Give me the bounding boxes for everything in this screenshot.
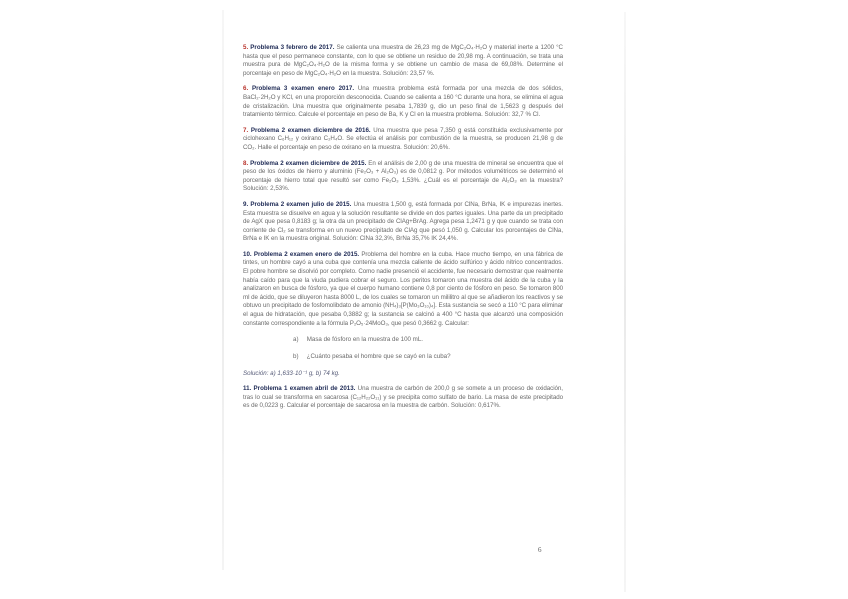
problem-number: 7.	[243, 126, 249, 134]
subquestion-list	[243, 335, 563, 361]
problem-heading: Problema 2 examen diciembre de 2015.	[250, 159, 367, 167]
problem-9	[243, 201, 563, 244]
problem-heading: Problema 2 examen enero de 2015.	[253, 250, 360, 258]
problem-10	[243, 251, 563, 328]
subquestion-text: ¿Cuánto pesaba el hombre que se cayó en la cuba?	[306, 353, 451, 361]
page-number: 6	[538, 546, 542, 554]
subquestion-letter: b)	[293, 353, 299, 361]
problem-10-solution: Solución: a) 1,633·10⁻¹ g, b) 74 kg.	[243, 370, 340, 378]
subquestion-b	[243, 352, 563, 361]
problem-heading: Problema 3 febrero de 2017.	[250, 44, 335, 51]
problem-heading: Problema 3 examen enero 2017.	[251, 85, 355, 93]
problem-text: Se calienta una muestra de 26,23 mg de MgC₂O₄·H₂O y material inerte a 1200 °C hasta que el peso permanece constante, con lo que se obtiene un residuo de 20,98 mg. A continuación, se trata una muestra pura de MgC₂O₄·H₂O de la misma forma y se obtiene un cambio de masa de 69,08%. Determine el porcentaje en peso de MgC₂O₄·H₂O en la muestra.	[243, 44, 563, 77]
subquestion-text: Masa de fósforo en la muestra de 100 mL.	[306, 336, 423, 344]
problem-text: Una muestra de carbón de 200,0 g se somete a un proceso de oxidación, tras lo cual se transforma en sacarosa (C₁₂H₂₂O₁₁) y se precipita como sulfato de bario. La masa de este precipitado es de 0,0223 g. Calcular el porcentaje de sacarosa en la muestra de carbón.	[243, 385, 563, 410]
problem-number: 9.	[243, 200, 249, 208]
problem-heading: Problema 1 examen abril de 2013.	[253, 385, 356, 393]
problem-6	[243, 85, 563, 119]
problem-text: En el análisis de 2,00 g de una muestra de mineral se encuentra que el peso de los óxidos de hierro y aluminio (Fe₂O₃ + Al₂O₃) es de 0,0812 g. Por métodos volumétricos se determinó el porcentaje de hierro total que resultó ser como Fe₂O₃ 1,53%. ¿Cuál es el porcentaje de Al₂O₃ en la muestra?	[243, 159, 563, 184]
problem-number: 8.	[243, 159, 249, 167]
problem-number: 5.	[243, 44, 249, 51]
problems-content	[243, 44, 563, 418]
problem-text: Una muestra problema está formada por una mezcla de dos sólidos, BaCl₂·2H₂O y KCl, en una proporción desconocida. Cuando se calienta a 160 °C durante una hora, se elimina el agua de cristalización. Una muestra que originalmente pesaba 1,7839 g, dio un peso final de 1,5623 g después del tratamiento térmico. Calcule el porcentaje en peso de Ba, K y Cl en la muestra problema.	[243, 85, 563, 119]
problem-text: Una muestra que pesa 7,350 g está constituida exclusivamente por ciclohexano C₆H₁₂ y oxirano C₂H₄O. Se efectúa el análisis por combustión de la muestra, se producen 21,98 g de CO₂. Halle el porcentaje en peso de oxirano en la muestra.	[243, 126, 563, 151]
problem-5	[243, 44, 563, 78]
problem-solution: Solución: ClNa 32,3%, BrNa 35,7% IK 24,4%.	[332, 235, 459, 243]
subquestion-letter: a)	[293, 336, 299, 344]
problem-solution: Solución: 23,57 %.	[382, 69, 435, 77]
subquestion-a	[243, 335, 563, 344]
problem-7	[243, 127, 563, 153]
problem-text: Una muestra 1,500 g, está formada por ClNa, BrNa, IK e impurezas inertes. Esta muestra se disuelve en agua y la solución resultante se divide en dos partes iguales. Una parte da un precipitado de AgX que pesa 0,8183 g; la otra da un precipitado de ClAg+BrAg. Agrega pesa 1,2471 g y que cuando se trata con corriente de Cl₂ se transforma en un nuevo precipitado de ClAg que pesó 1,050 g. Calcular los porcentajes de ClNa, BrNa e IK en la muestra original.	[243, 200, 563, 243]
problem-solution: Solución: 2,53%.	[243, 185, 290, 193]
page-edge-shadow-right	[624, 12, 626, 592]
problem-solution: Solución: 32,7 % Cl.	[484, 111, 541, 119]
problem-number: 11.	[243, 385, 252, 393]
problem-heading: Problema 2 examen diciembre de 2016.	[250, 126, 371, 134]
problem-solution: Solución: 0,617%.	[450, 402, 501, 410]
page-edge-shadow-left	[222, 10, 224, 570]
problem-heading: Problema 2 examen julio de 2015.	[250, 200, 352, 208]
problem-number: 10.	[243, 250, 252, 258]
problem-text: Problema del hombre en la cuba. Hace mucho tiempo, en una fábrica de tintes, un hombre cayó a una cuba que contenía una mezcla caliente de ácido sulfúrico y ácido nítrico concentrados. El pobre hombre se disolvió por completo. Como nadie presenció el accidente, fue necesario demostrar que realmente había caído para que la viuda pudiera cobrar el seguro. Los peritos tomaron una muestra del ácido de la cuba y la analizaron en busca de fósforo, ya que el cuerpo humano contiene 0,8 por ciento de fósforo en peso. Se tomaron 800 ml de ácido, que se diluyeron hasta 8000 L, de los cuales se tomaron un mililitro al que se añadieron los reactivos y se obtuvo un precipitado de fosfomolibdato de amonio (NH₄)₃[P(Mo₃O₁₀)₄]. Esta sustancia se secó a 110 °C para eliminar el agua de hidratación, que pesaba 0,3882 g; la sustancia se calcinó a 400 °C hasta que alcanzó una composición constante correspondiente a la fórmula P₂O₅·24MoO₃, que pesó 0,3662 g. Calcular:	[243, 250, 563, 327]
problem-number: 6.	[243, 85, 249, 93]
problem-solution: Solución: 20,6%.	[403, 143, 450, 151]
problem-8	[243, 160, 563, 194]
problem-11	[243, 385, 563, 411]
